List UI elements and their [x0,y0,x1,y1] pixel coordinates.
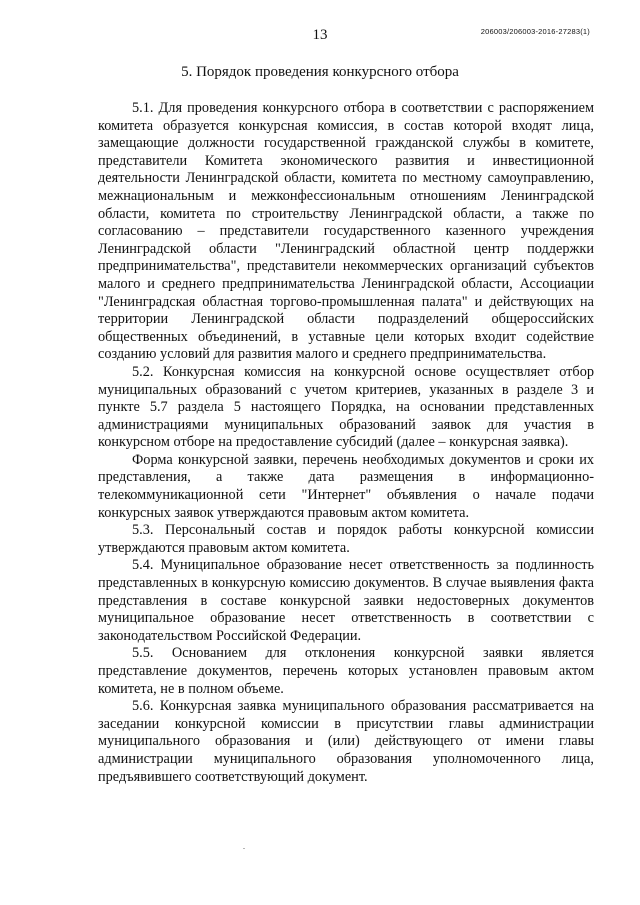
scan-speck [243,848,245,849]
paragraph-form: Форма конкурсной заявки, перечень необходимых документов и сроки их представления, а также дата размещения в информационно-телекоммуникационной сети "Интернет" объявления о начале подачи конкурсных заявок утверждаются правовым актом комитета. [98,451,594,521]
paragraph-5-1: 5.1. Для проведения конкурсного отбора в соответствии с распоряжением комитета образуется конкурсная комиссия, в состав которой входят лица, замещающие должности государственной гражданской службы в комитете, представители Комитета экономического развития и инвестиционной деятельности Ленинградской области, комитета по местному самоуправлению, межнациональным и межконфессиональным отношениям Ленинградской области, комитета по строительству Ленинградской области, а также по согласованию – представители государственного казенного учреждения Ленинградской области "Ленинградский областной центр поддержки предпринимательства", представители некоммерческих организаций субъектов малого и среднего предпринимательства Ленинградской области, Ассоциации "Ленинградская областная торгово-промышленная палата" и действующих на территории Ленинградской области подразделений общероссийских общественных объединений, в уставные цели которых входит содействие созданию условий для развития малого и среднего предпринимательства. [98,100,594,363]
page-number: 13 [312,27,328,43]
paragraph-5-5: 5.5. Основанием для отклонения конкурсной заявки является представление документов, перечень которых установлен правовым актом комитета, не в полном объеме. [98,645,594,697]
section-title: 5. Порядок проведения конкурсного отбора [181,64,459,80]
paragraph-5-2: 5.2. Конкурсная комиссия на конкурсной основе осуществляет отбор муниципальных образований с учетом критериев, указанных в разделе 3 и пункте 5.7 раздела 5 настоящего Порядка, на основании представленных администрациями муниципальных образований заявок для участия в конкурсном отборе на предоставление субсидий (далее – конкурсная заявка). [98,363,594,451]
document-body [98,100,594,786]
paragraph-5-4: 5.4. Муниципальное образование несет ответственность за подлинность представленных в конкурсную комиссию документов. В случае выявления факта представления в составе конкурсной заявки недостоверных документов муниципальное образование несет ответственность в соответствии с законодательством Российской Федерации. [98,557,594,644]
paragraph-5-6: 5.6. Конкурсная заявка муниципального образования рассматривается на заседании конкурсной комиссии в присутствии главы администрации муниципального образования и (или) действующего от имени главы администрации муниципального образования уполномоченного лица, предъявившего соответствующий документ. [98,698,594,785]
document-id: 206003/206003-2016-27283(1) [480,27,590,36]
paragraph-5-3: 5.3. Персональный состав и порядок работы конкурсной комиссии утверждаются правовым актом комитета. [98,522,594,556]
